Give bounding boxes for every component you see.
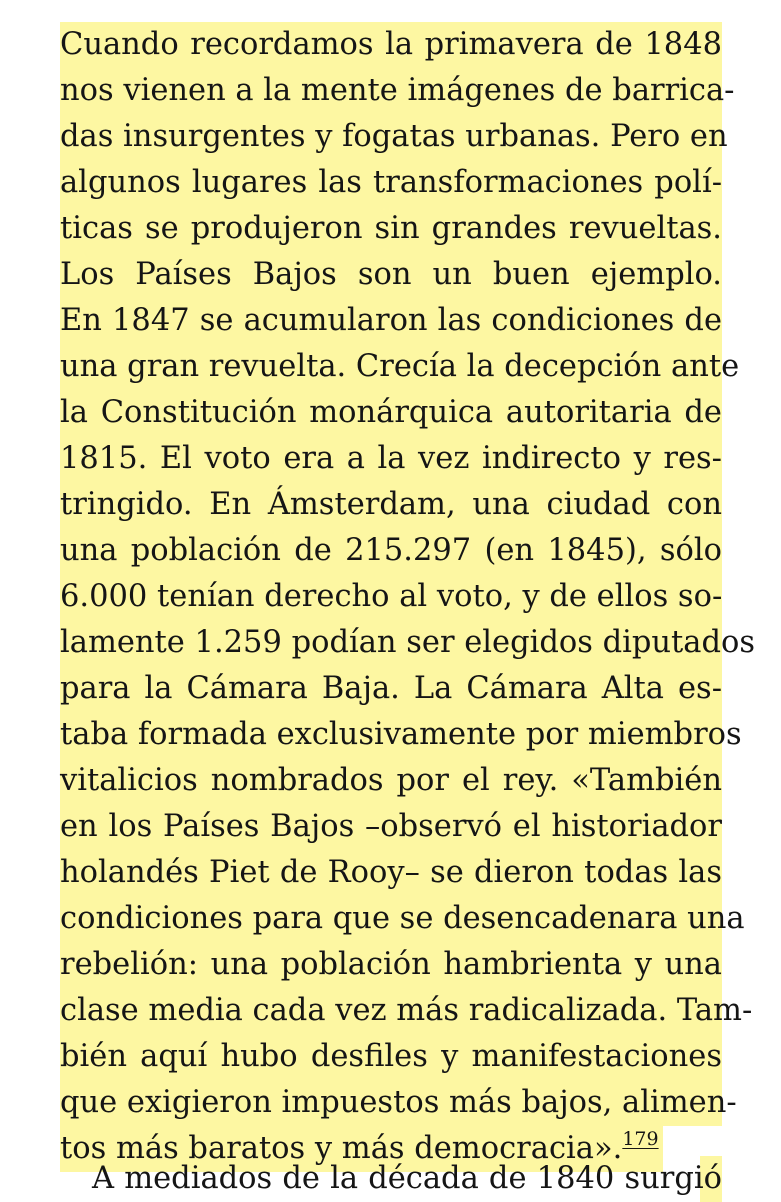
text-line: holandés Piet de Rooy– se dieron todas las — [60, 850, 722, 896]
text-line: Cuando recordamos la primavera de 1848 — [60, 22, 722, 68]
text-line: para la Cámara Baja. La Cámara Alta es- — [60, 666, 722, 712]
text-line: 6.000 tenían derecho al voto, y de ellos so- — [60, 574, 722, 620]
text-line: 1815. El voto era a la vez indirecto y res- — [60, 436, 722, 482]
text-line: Los Países Bajos son un buen ejemplo. — [60, 252, 722, 298]
text-line: clase media cada vez más radicalizada. Tam- — [60, 988, 722, 1034]
text-line: vitalicios nombrados por el rey. «También — [60, 758, 722, 804]
text-line: rebelión: una población hambrienta y una — [60, 942, 722, 988]
text-line: En 1847 se acumularon las condiciones de — [60, 298, 722, 344]
text-line: una población de 215.297 (en 1845), sólo — [60, 528, 722, 574]
next-paragraph-partial-line: A mediados de la década de 1840 surgió — [92, 1161, 722, 1196]
text-line: das insurgentes y fogatas urbanas. Pero en — [60, 114, 722, 160]
text-line: una gran revuelta. Crecía la decepción ante — [60, 344, 722, 390]
text-line: condiciones para que se desencadenara una — [60, 896, 722, 942]
text-line: lamente 1.259 podían ser elegidos diputados — [60, 620, 722, 666]
text-line: la Constitución monárquica autoritaria de — [60, 390, 722, 436]
text-line: ticas se produjeron sin grandes revueltas. — [60, 206, 722, 252]
text-line: algunos lugares las transformaciones polí- — [60, 160, 722, 206]
text-line: tringido. En Ámsterdam, una ciudad con — [60, 482, 722, 528]
text-line: bién aquí hubo desfiles y manifestaciones — [60, 1034, 722, 1080]
text-line: tos más baratos y más democracia». — [60, 1131, 623, 1166]
text-line: que exigieron impuestos más bajos, alimen- — [60, 1080, 722, 1126]
text-line: en los Países Bajos –observó el historiador — [60, 804, 722, 850]
text-line: nos vienen a la mente imágenes de barrica- — [60, 68, 722, 114]
text-line: taba formada exclusivamente por miembros — [60, 712, 722, 758]
footnote-reference[interactable]: 179 — [622, 1128, 659, 1150]
